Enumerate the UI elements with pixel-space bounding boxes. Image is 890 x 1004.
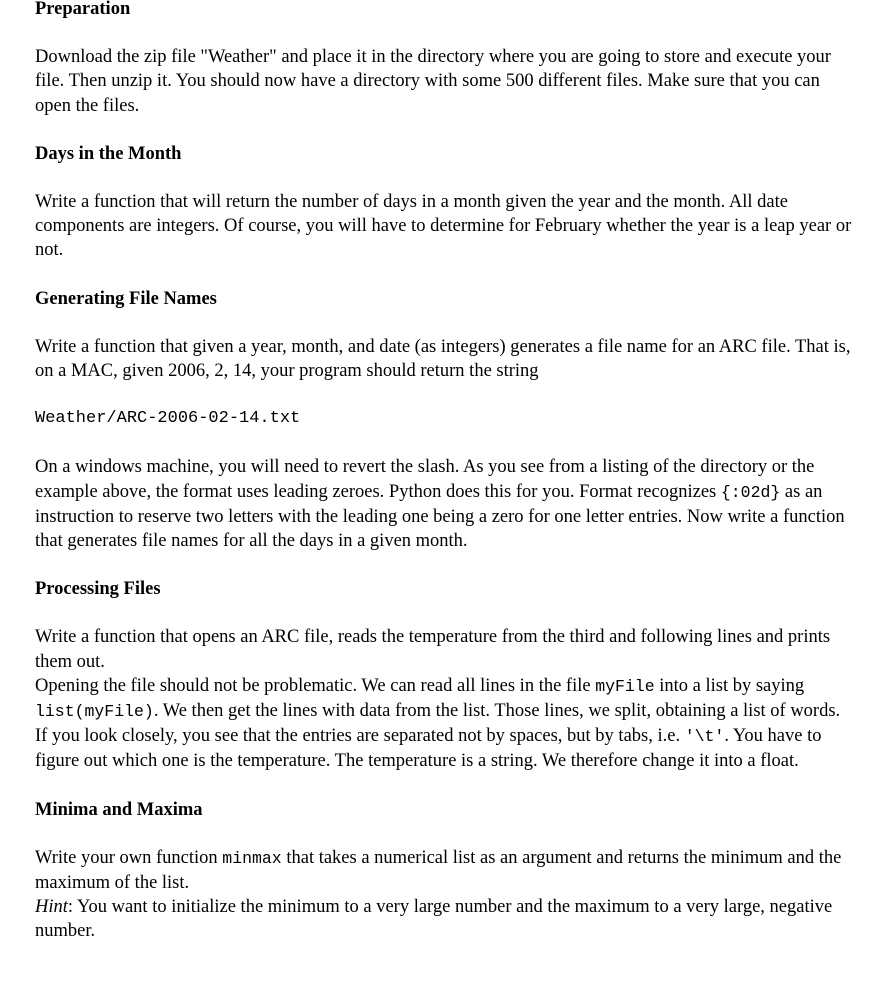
text-segment: Write your own function	[35, 847, 223, 868]
heading-days-in-month: Days in the Month	[35, 143, 182, 164]
inline-code-minmax: minmax	[222, 848, 282, 868]
inline-code-list-myfile: list(myFile)	[35, 702, 154, 722]
heading-preparation: Preparation	[35, 0, 131, 19]
paragraph-hint	[35, 895, 855, 943]
heading-processing-files: Processing Files	[35, 579, 161, 600]
text-segment: . We then get the lines with data from the list. Those lines, we split, obtaining a list of words. If you look closely, you see that the entries are separated not by spaces, but by tabs, i.e.	[35, 701, 841, 747]
paragraph-file-names-intro: Write a function that given a year, month, and date (as integers) generates a file name for an ARC file. That is, on a MAC, given 2006, 2, 14, your program should return the string	[35, 336, 851, 382]
paragraph-minmax	[35, 846, 855, 895]
paragraph-processing-details	[35, 674, 855, 774]
paragraph-processing-intro: Write a function that opens an ARC file, reads the temperature from the third and following lines and prints them out.	[35, 627, 831, 672]
heading-minima-maxima: Minima and Maxima	[35, 799, 203, 820]
hint-label: Hint	[35, 897, 68, 918]
paragraph-file-names-format	[35, 455, 855, 553]
paragraph-days-in-month: Write a function that will return the number of days in a month given the year and the month. All date components are integers. Of course, you will have to determine for February whether the year is a leap year or not.	[35, 192, 852, 261]
code-example-filename: Weather/ARC-2006-02-14.txt	[35, 409, 301, 429]
inline-code-format: {:02d}	[720, 482, 781, 502]
text-segment: On a windows machine, you will need to revert the slash. As you see from a listing of the directory or the example above, the format uses leading zeroes. Python does this for you. Format recognizes	[35, 457, 815, 502]
hint-text: : You want to initialize the minimum to a very large number and the maximum to a very large, negative number.	[35, 897, 833, 942]
text-segment: that takes a numerical list as an argument and returns the minimum and the maximum of the list.	[35, 847, 842, 894]
heading-generating-file-names: Generating File Names	[35, 288, 217, 309]
paragraph-preparation: Download the zip file "Weather" and place it in the directory where you are going to store and execute your file. Then unzip it. You should now have a directory with some 500 different files. Make sure that you can open the files.	[35, 47, 831, 116]
text-segment: as an instruction to reserve two letters with the leading one being a zero for one letter entries. Now write a function that generates file names for all the days in a given month.	[35, 481, 845, 552]
inline-code-tab: '\t'	[684, 727, 725, 747]
inline-code-myfile: myFile	[595, 676, 655, 696]
document-page	[35, 0, 855, 944]
text-segment: Opening the file should not be problematic. We can read all lines in the file	[35, 675, 596, 696]
text-segment: into a list by saying	[654, 675, 805, 696]
text-segment: . You have to figure out which one is the temperature. The temperature is a string. We therefore change it into a float.	[35, 726, 822, 772]
